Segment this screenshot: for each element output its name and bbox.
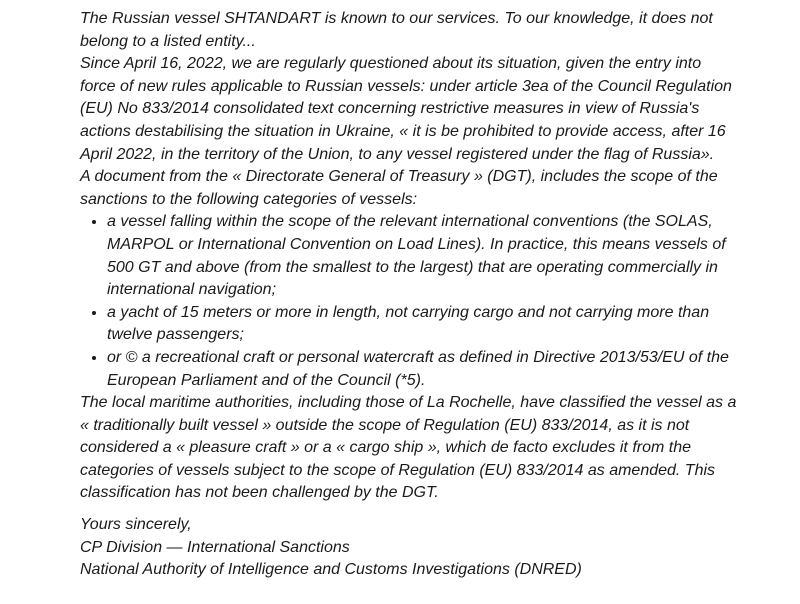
letter-body [80,8,740,582]
signature-division: CP Division — International Sanctions [80,538,350,556]
vessel-categories-list [80,211,740,392]
signature-authority: National Authority of Intelligence and Customs Investigations (DNRED) [80,561,582,579]
paragraph-vessel-status: The Russian vessel SHTANDART is known to our services. To our knowledge, it does not belong to a listed entity... [80,10,713,50]
list-item: • a vessel falling within the scope of the relevant international conventions (the SOLAS, MARPOL or International Convention on Load Lines). In practice, this means vessels of 500 GT and above (from the smallest to the largest) that are operating commercially in international navigation; [107,211,740,301]
paragraph-dgt-scope: A document from the « Directorate General of Treasury » (DGT), includes the scope of the sanctions to the following categories of vessels: [80,168,718,208]
paragraph-regulation-context: Since April 16, 2022, we are regularly questioned about its situation, given the entry into force of new rules applicable to Russian vessels: under article 3ea of the Council Regulation (EU) No 833/2014 consolidated text concerning restrictive measures in view of Russia's actions destabilising the situation in Ukraine, « it is be prohibited to provide access, after 16 April 2022, in the territory of the Union, to any vessel registered under the flag of Russia». [80,55,732,163]
list-item: • or © a recreational craft or personal watercraft as defined in Directive 2013/53/EU of the European Parliament and of the Council (*5). [107,347,740,392]
paragraph-classification: The local maritime authorities, including those of La Rochelle, have classified the vessel as a « traditionally built vessel » outside the scope of Regulation (EU) 833/2014, as it is not considered a « pleasure craft » or a « cargo ship », which de facto excludes it from the categories of vessels subject to the scope of Regulation (EU) 833/2014 as amended. This classification has not been challenged by the DGT. [80,394,737,502]
list-item: • a yacht of 15 meters or more in length, not carrying cargo and not carrying more than twelve passengers; [107,302,740,347]
closing-salutation: Yours sincerely, [80,516,192,534]
